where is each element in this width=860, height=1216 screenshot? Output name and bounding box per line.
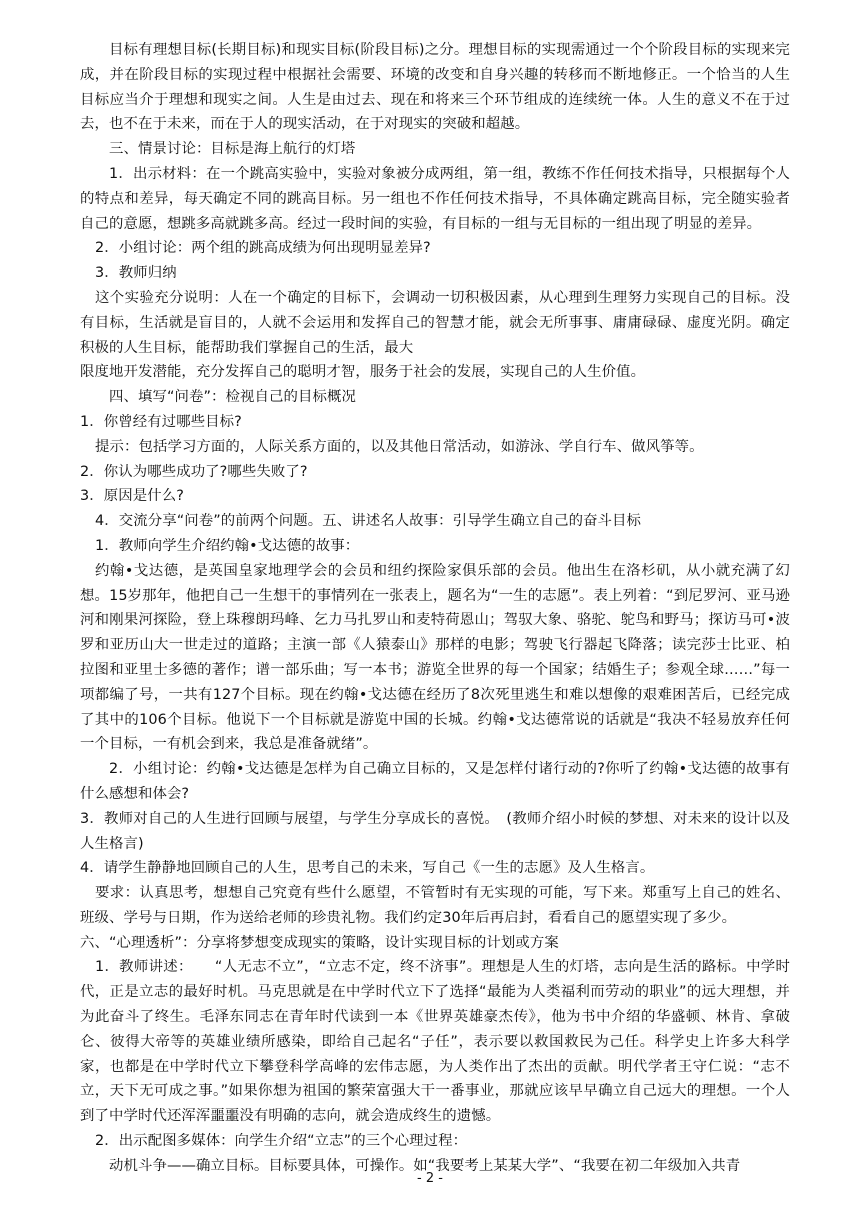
paragraph-multimedia: 2．出示配图多媒体：向学生介绍“立志”的三个心理过程： [95,1133,468,1150]
paragraph-requirements: 要求：认真思考，想想自己究竟有些什么愿望，不管暂时有无实现的可能，写下来。郑重写上自己的姓名、班级、学号与日期，作为送给老师的珍贵礼物。我们约定30年后再启封，看看自己的愿望实现了多少。 [80,885,790,926]
page-number: - 2 - [417,1171,443,1186]
paragraph-teacher-summary-cont: 限度地开发潜能，充分发挥自己的聪明才智，服务于社会的发展，实现自己的人生价值。 [80,364,646,381]
section-heading-six: 六、“心理透析”：分享将梦想变成现实的策略，设计实现目标的计划或方案 [80,934,559,951]
paragraph-share-and-section-five: 4．交流分享“问卷”的前两个问题。五、讲述名人故事：引导学生确立自己的奋斗目标 [95,513,642,530]
paragraph-group-discussion: 2．小组讨论：两个组的跳高成绩为何出现明显差异? [95,240,431,257]
paragraph-teacher-summary-label: 3．教师归纳 [95,265,177,282]
paragraph-goal-types: 目标有理想目标(长期目标)和现实目标(阶段目标)之分。理想目标的实现需通过一个个阶段目标的实现来完成，并在阶段目标的实现过程中根据社会需要、环境的改变和自身兴趣的转移而不断地修正。一个恰当的人生目标应当介于理想和现实之间。人生是由过去、现在和将来三个环节组成的连续统一体。人生的意义不在于过去，也不在于未来，而在于人的现实活动，在于对现实的突破和超越。 [80,42,790,133]
paragraph-teacher-summary: 这个实验充分说明：人在一个确定的目标下，会调动一切积极因素，从心理到生理努力实现自己的目标。没有目标，生活就是盲目的，人就不会运用和发挥自己的智慧才能，就会无所事事、庸庸碌碌、虚度光阴。确定积极的人生目标，能帮助我们掌握自己的生活，最大 [80,289,790,356]
paragraph-teacher-review: 3．教师对自己的人生进行回顾与展望，与学生分享成长的喜悦。 (教师介绍小时候的梦想、对未来的设计以及人生格言) [80,810,790,852]
paragraph-goddard-story: 约翰•戈达德，是英国皇家地理学会的会员和纽约探险家俱乐部的会员。他出生在洛杉矶，从小就充满了幻想。15岁那年，他把自己一生想干的事情列在一张表上，题名为“一生的志愿”。表上列着：“到尼罗河、亚马逊河和刚果河探险，登上珠穆朗玛峰、乞力马扎罗山和麦特荷恩山；驾驭大象、骆驼、鸵鸟和野马；探访马可•波罗和亚历山大一世走过的道路；主演一部《人猿泰山》那样的电影；驾驶飞行器起飞降落；读完莎士比亚、柏拉图和亚里士多德的著作；谱一部乐曲；写一本书；游览全世界的每一个国家；结婚生子；参观全球……”每一项都编了号，一共有127个目标。现在约翰•戈达德在经历了8次死里逃生和难以想像的艰难困苦后，已经完成了其中的106个目标。他说下一个目标就是游览中国的长城。约翰•戈达德常说的话就是“我决不轻易放弃任何一个目标，一有机会到来，我总是准备就绪”。 [80,562,790,753]
paragraph-motivation-struggle: 动机斗争——确立目标。目标要具体，可操作。如“我要考上某某大学”、“我要在初二年级加入共青 [109,1157,741,1174]
paragraph-goddard-discussion: 2．小组讨论：约翰•戈达德是怎样为自己确立目标的，又是怎样付诸行动的?你听了约翰•戈达德的故事有什么感想和体会? [80,761,790,802]
section-heading-three: 三、情景讨论：目标是海上航行的灯塔 [109,141,356,158]
paragraph-student-reflection: 4．请学生静静地回顾自己的人生，思考自己的未来，写自己《一生的志愿》及人生格言。 [80,860,655,877]
question-1-hint: 提示：包括学习方面的，人际关系方面的，以及其他日常活动，如游泳、学自行车、做风筝等。 [95,438,704,455]
paragraph-teacher-narration: 1．教师讲述： “人无志不立”，“立志不定，终不济事”。理想是人生的灯塔，志向是生活的路标。中学时代，正是立志的最好时机。马克思就是在中学时代立下了选择“最能为人类福利而劳动的职业”的远大理想，并为此奋斗了终生。毛泽东同志在青年时代读到一本《世界英雄豪杰传》，他为书中介绍的华盛顿、林肯、拿破仑、彼得大帝等的英雄业绩所感染，即给自己起名“子任”，表示要以救国救民为己任。科学史上许多大科学家，也都是在中学时代立下攀登科学高峰的宏伟志愿，为人类作出了杰出的贡献。明代学者王守仁说：“志不立，天下无可成之事。”如果你想为祖国的繁荣富强大干一番事业，那就应该早早确立自己远大的理想。一个人到了中学时代还浑浑噩噩没有明确的志向，就会造成终生的遗憾。 [80,959,790,1125]
paragraph-material: 1．出示材料：在一个跳高实验中，实验对象被分成两组，第一组，教练不作任何技术指导，只根据每个人的特点和差异，每天确定不同的跳高目标。另一组也不作任何技术指导，不具体确定跳高目标，完全随实验者自己的意愿，想跳多高就跳多高。经过一段时间的实验，有目标的一组与无目标的一组出现了明显的差异。 [80,165,790,232]
question-2: 2．你认为哪些成功了?哪些失败了? [80,463,308,480]
question-3: 3．原因是什么? [80,488,184,505]
document-body [80,38,790,1179]
paragraph-story-intro: 1．教师向学生介绍约翰•戈达德的故事： [95,537,360,554]
section-heading-four: 四、填写“问卷”：检视自己的目标概况 [109,389,356,406]
question-1: 1．你曾经有过哪些目标? [80,413,242,430]
